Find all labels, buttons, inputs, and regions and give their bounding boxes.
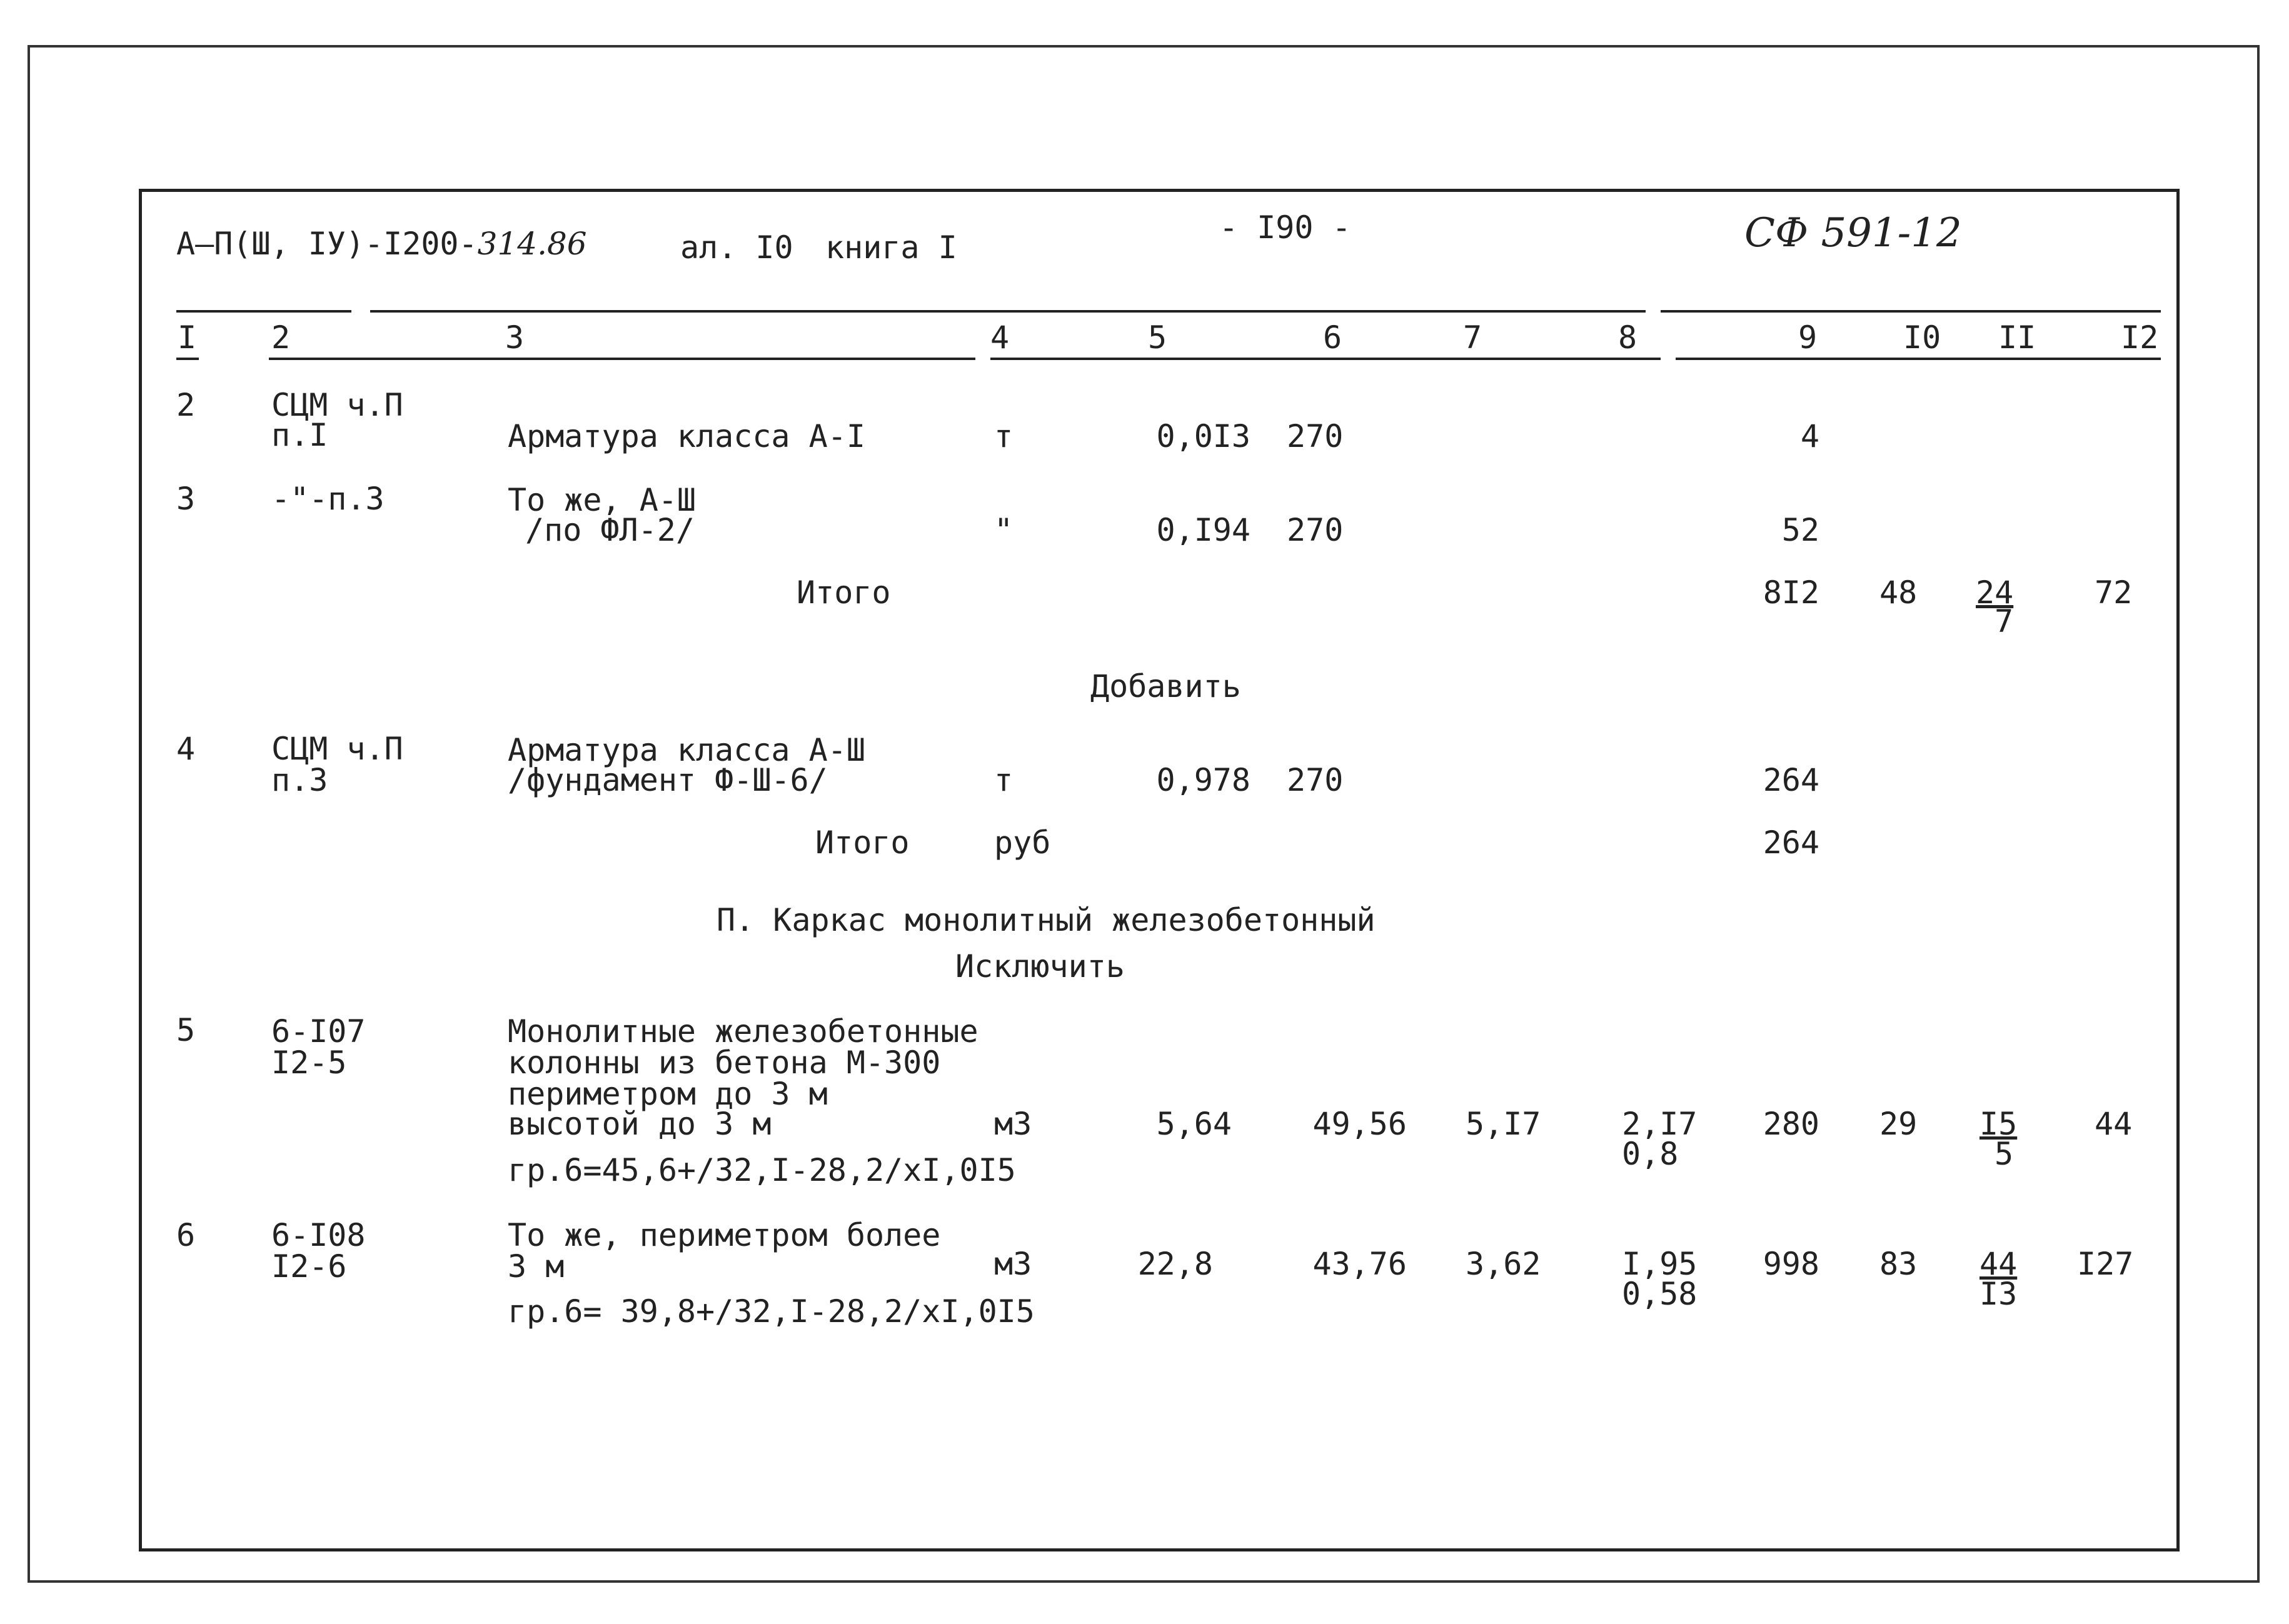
price-formula: гр.6= 39,8+/32,I-28,2/хI,0I5 bbox=[508, 1293, 1035, 1330]
col7-value: 5,I7 bbox=[1466, 1106, 1541, 1142]
cost: 280 bbox=[1763, 1106, 1819, 1142]
unit: " bbox=[994, 512, 1014, 548]
quantity: 0,978 bbox=[1156, 762, 1250, 798]
col-header-11: II bbox=[1998, 319, 2036, 356]
row-number: 3 bbox=[176, 481, 196, 517]
col-rule bbox=[1676, 358, 2161, 360]
unit: м3 bbox=[994, 1246, 1032, 1282]
col-header-7: 7 bbox=[1463, 319, 1482, 356]
unit-price: 43,76 bbox=[1312, 1246, 1407, 1282]
row-number: 6 bbox=[176, 1217, 196, 1253]
add-heading: Добавить bbox=[1090, 668, 1241, 704]
reference: 6-I07 bbox=[271, 1013, 366, 1050]
col8-bottom: 0,8 bbox=[1622, 1136, 1679, 1172]
unit: м3 bbox=[994, 1106, 1032, 1142]
total-col11-bottom: 7 bbox=[1995, 603, 2014, 639]
reference: -"-п.3 bbox=[271, 481, 385, 517]
total-col11-top: 24 bbox=[1976, 574, 2014, 611]
total-cost: 8I2 bbox=[1763, 574, 1819, 611]
total-label: Итого bbox=[815, 825, 910, 861]
col10-value: 29 bbox=[1879, 1106, 1918, 1142]
item-name: колонны из бетона М-300 bbox=[508, 1045, 941, 1081]
col-header-2: 2 bbox=[271, 319, 291, 356]
unit-price: 270 bbox=[1287, 418, 1344, 454]
quantity: 0,I94 bbox=[1156, 512, 1250, 548]
item-name: Арматура класса А-Ш bbox=[508, 732, 865, 768]
row-number: 4 bbox=[176, 731, 196, 767]
reference: СЦМ ч.П bbox=[271, 387, 403, 423]
col-rule bbox=[176, 358, 199, 360]
document-code bbox=[176, 228, 587, 260]
col8-bottom: 0,58 bbox=[1622, 1276, 1698, 1312]
row-number: 2 bbox=[176, 387, 196, 423]
cost: 264 bbox=[1763, 762, 1819, 798]
reference: п.3 bbox=[271, 762, 328, 798]
item-name: высотой до 3 м bbox=[508, 1106, 772, 1142]
reference: СЦМ ч.П bbox=[271, 731, 403, 767]
item-name: То же, А-Ш bbox=[508, 482, 697, 518]
cost: 4 bbox=[1800, 418, 1819, 454]
price-formula: гр.6=45,6+/32,I-28,2/хI,0I5 bbox=[508, 1152, 1016, 1188]
quantity: 0,0I3 bbox=[1156, 418, 1250, 454]
item-name: 3 м bbox=[508, 1248, 565, 1285]
unit-price: 270 bbox=[1287, 512, 1344, 548]
cost: 52 bbox=[1781, 512, 1819, 548]
item-name: /фундамент Ф-Ш-6/ bbox=[508, 762, 828, 798]
document-code-print: А–П(Ш, IУ)-I200- bbox=[176, 226, 478, 262]
quantity: 5,64 bbox=[1156, 1106, 1232, 1142]
header-rule bbox=[176, 310, 351, 313]
reference: I2-5 bbox=[271, 1045, 347, 1081]
col-header-3: 3 bbox=[505, 319, 525, 356]
col11-bottom: 5 bbox=[1995, 1136, 2014, 1172]
col-header-6: 6 bbox=[1323, 319, 1342, 356]
col8-top: I,95 bbox=[1622, 1246, 1698, 1282]
col-header-9: 9 bbox=[1798, 319, 1818, 356]
unit-price: 270 bbox=[1287, 762, 1344, 798]
col-header-5: 5 bbox=[1148, 319, 1167, 356]
item-name: Монолитные железобетонные bbox=[508, 1013, 978, 1050]
book-number: книга I bbox=[825, 229, 957, 266]
unit: т bbox=[994, 762, 1014, 798]
col7-value: 3,62 bbox=[1466, 1246, 1541, 1282]
quantity: 22,8 bbox=[1137, 1246, 1213, 1282]
header-rule bbox=[1661, 310, 2161, 313]
item-name: То же, периметром более bbox=[508, 1217, 941, 1253]
total-col10: 48 bbox=[1879, 574, 1918, 611]
col-header-8: 8 bbox=[1618, 319, 1638, 356]
document-code-handwritten: 314.86 bbox=[477, 226, 587, 262]
album-number: ал. I0 bbox=[680, 229, 793, 266]
col-header-10: I0 bbox=[1903, 319, 1941, 356]
unit-price: 49,56 bbox=[1312, 1106, 1407, 1142]
total-cost: 264 bbox=[1763, 825, 1819, 861]
item-name: периметром до 3 м bbox=[508, 1076, 828, 1112]
reference: п.I bbox=[271, 417, 328, 453]
handwritten-stamp: СФ 591-12 bbox=[1744, 210, 1962, 256]
col-header-1: I bbox=[178, 319, 197, 356]
col12-value: I27 bbox=[2077, 1246, 2134, 1282]
section-heading: П. Каркас монолитный железобетонный bbox=[717, 902, 1376, 938]
col11-bottom: I3 bbox=[1980, 1276, 2018, 1312]
exclude-heading: Исключить bbox=[955, 948, 1125, 985]
col-rule bbox=[269, 358, 975, 360]
header-rule bbox=[370, 310, 1646, 313]
page-number: - I90 - bbox=[1219, 209, 1351, 246]
col12-value: 44 bbox=[2095, 1106, 2133, 1142]
total-col12: 72 bbox=[2095, 574, 2133, 611]
reference: 6-I08 bbox=[271, 1217, 366, 1253]
reference: I2-6 bbox=[271, 1248, 347, 1285]
col-header-4: 4 bbox=[990, 319, 1010, 356]
col11-top: 44 bbox=[1980, 1246, 2018, 1282]
item-name: Арматура класса А-I bbox=[508, 418, 865, 454]
col8-top: 2,I7 bbox=[1622, 1106, 1698, 1142]
col-header-12: I2 bbox=[2121, 319, 2159, 356]
cost: 998 bbox=[1763, 1246, 1819, 1282]
col10-value: 83 bbox=[1879, 1246, 1918, 1282]
unit: т bbox=[994, 418, 1014, 454]
sheet-frame bbox=[139, 189, 2180, 1551]
col-rule bbox=[990, 358, 1661, 360]
item-name: /по ФЛ-2/ bbox=[525, 512, 695, 548]
col11-top: I5 bbox=[1980, 1106, 2018, 1142]
row-number: 5 bbox=[176, 1012, 196, 1048]
total-unit: руб bbox=[994, 825, 1051, 861]
total-label: Итого bbox=[797, 574, 891, 611]
